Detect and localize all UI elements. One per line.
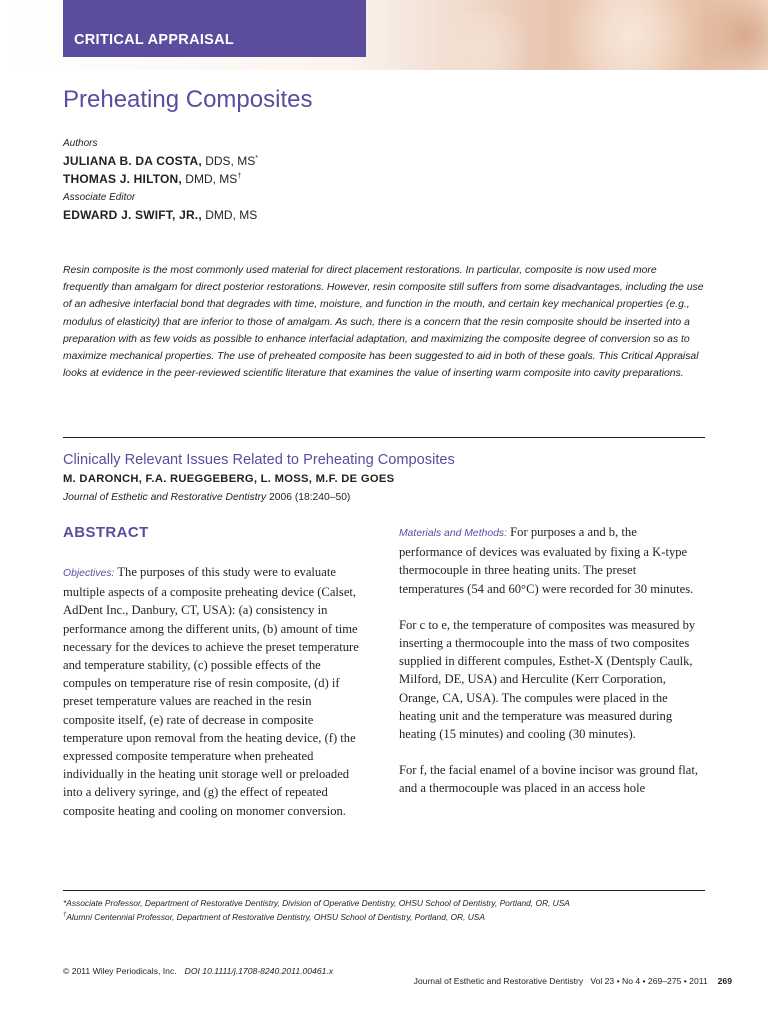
summary-paragraph: Resin composite is the most commonly used material for direct placement restorations. In particular, composite is now used more frequently than amalgam for direct posterior restorations. However, resin composite still suffers from some disadvantages, including the use of an adhesive interfacial bond that degrades with time, moisture, and function in the mouth, and certain key mechanical properties (e.g., modulus of elasticity) that are inferior to those of amalgam. As such, there is a concern that the resin composite should be inserted into a preparation with as few voids as possible to enhance interfacial adaptation, and maximizing the composite degree of conversion so as to maximize mechanical properties. The use of preheated composite has been suggested to aid in both of these goals. This Critical Appraisal looks at evidence in the peer-reviewed scientific literature that examines the value of inserting warm composite into cavity preparations. bbox=[63, 265, 704, 380]
objectives-text: The purposes of this study were to evaluate multiple aspects of a composite preheating device (Calset, AdDent Inc., Danbury, CT, USA): (a) consistency in performance among the different units, (b) amount of time necessary for the devices to achieve the preset temperature and temperature stability, (c) possible effects of the compules on temperature rise of resin composite, (d) if preset temperature values are reached in the resin composite itself, (e) rate of decrease in composite temperature upon removal from the heating device, (f) the expressed composite temperature when preheated individually in the heating unit storage well or preloaded into a delivery syringe, and (g) the effect of repeated composite heating and cooling on monomer conversion. bbox=[63, 565, 359, 818]
methods-paragraph-2: For c to e, the temperature of composites was measured by inserting a thermocouple into the mass of two composites supplied in different compules, Esthet-X (Dentsply Caulk, Milford, DE, USA) and Herculite (Kerr Corporation, Orange, CA, USA). The compules were placed in the heating unit and the temperature was measured during heating (15 minutes) and cooling (30 minutes). bbox=[399, 617, 696, 742]
reference-title: Clinically Relevant Issues Related to Preheating Composites bbox=[63, 452, 455, 468]
author-2-degrees: DMD, MS bbox=[181, 172, 238, 186]
editor bbox=[63, 208, 257, 222]
methods-text-1: For purposes a and b, the performance of devices was evaluated by fixing a K-type thermocouple in three heating units. The preset temperatures (54 and 60°C) were recorded for 30 minutes. bbox=[399, 525, 694, 596]
section-band bbox=[63, 0, 366, 57]
divider-top bbox=[63, 437, 705, 438]
column-right bbox=[399, 523, 699, 816]
footnote-2-mark: † bbox=[63, 912, 67, 919]
doi: DOI 10.1111/j.1708-8240.2011.00461.x bbox=[184, 966, 334, 976]
methods-label: Materials and Methods: bbox=[399, 528, 508, 539]
abstract-heading: ABSTRACT bbox=[63, 524, 149, 541]
section-label: CRITICAL APPRAISAL bbox=[74, 32, 235, 48]
methods-paragraph-1 bbox=[399, 523, 699, 598]
author-2-mark: † bbox=[237, 173, 242, 180]
editor-degrees: DMD, MS bbox=[201, 208, 258, 222]
author-1-mark: * bbox=[255, 155, 258, 162]
footer-right bbox=[409, 966, 732, 986]
journal-name: Journal of Esthetic and Restorative Dentistry bbox=[63, 492, 267, 503]
editor-label: Associate Editor bbox=[63, 192, 136, 203]
reference-journal bbox=[63, 492, 350, 503]
authors-label: Authors bbox=[63, 138, 98, 149]
reference-authors: M. DARONCH, F.A. RUEGGEBERG, L. MOSS, M.F. DE GOES bbox=[63, 473, 395, 485]
author-1 bbox=[63, 154, 258, 168]
methods-paragraph-3: For f, the facial enamel of a bovine incisor was ground flat, and a thermocouple was placed in an access hole bbox=[399, 763, 699, 796]
objectives-label: Objectives: bbox=[63, 568, 115, 579]
editor-name: EDWARD J. SWIFT, JR., bbox=[63, 208, 202, 222]
footnote-2 bbox=[63, 912, 485, 922]
author-2 bbox=[63, 172, 241, 186]
footnote-1-mark: * bbox=[63, 898, 67, 908]
divider-footnotes bbox=[63, 890, 705, 891]
author-1-name: JULIANA B. DA COSTA, bbox=[63, 154, 202, 168]
author-2-name: THOMAS J. HILTON, bbox=[63, 172, 182, 186]
journal-citation: 2006 (18:240–50) bbox=[266, 492, 351, 503]
footer-left bbox=[63, 966, 333, 976]
footnote-1 bbox=[63, 898, 570, 908]
column-left bbox=[63, 563, 363, 838]
objectives-paragraph bbox=[63, 563, 363, 820]
footnote-1-text: Associate Professor, Department of Restorative Dentistry, Division of Operative Dentistry, OHSU School of Dentistry, Portland, OR, USA bbox=[66, 898, 570, 908]
copyright: © 2011 Wiley Periodicals, Inc. bbox=[63, 966, 177, 976]
journal-issue: Journal of Esthetic and Restorative Dentistry Vol 23 • No 4 • 269–275 • 2011 bbox=[413, 976, 708, 986]
author-1-degrees: DDS, MS bbox=[201, 154, 256, 168]
page-number: 269 bbox=[717, 976, 732, 986]
footnote-2-text: Alumni Centennial Professor, Department of Restorative Dentistry, OHSU School of Dentistry, Portland, OR, USA bbox=[66, 912, 485, 922]
article-title: Preheating Composites bbox=[63, 86, 313, 113]
